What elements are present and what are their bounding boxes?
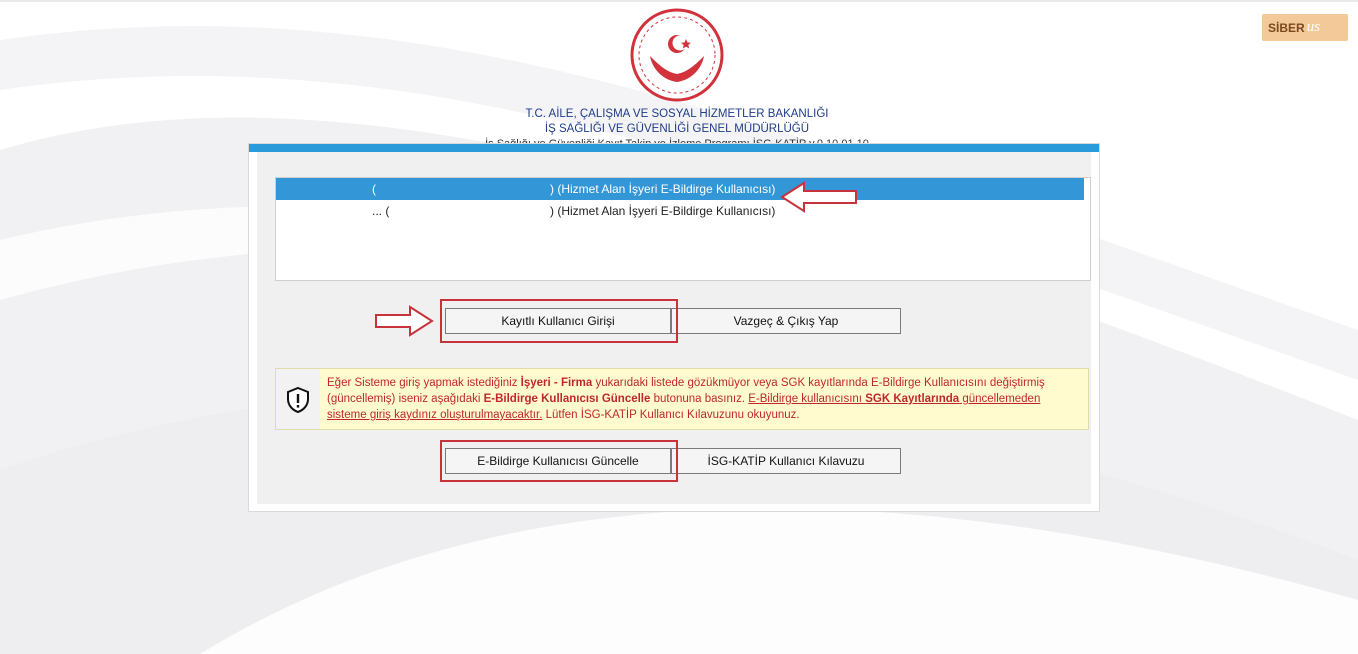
warning-box xyxy=(275,368,1089,430)
annotation-arrow-right-icon xyxy=(374,305,434,337)
warning-bold-firm: İşyeri - Firma xyxy=(520,377,593,389)
user-list-item-selected[interactable] xyxy=(276,178,1084,200)
ministry-emblem-icon xyxy=(628,6,726,104)
warning-icon-area xyxy=(276,369,320,429)
annotation-box-login xyxy=(440,299,678,343)
warning-text-part: Eğer Sisteme giriş yapmak istediğiniz xyxy=(327,377,521,389)
user-list-item[interactable] xyxy=(276,200,1084,222)
ministry-title: T.C. AİLE, ÇALIŞMA VE SOSYAL HİZMETLER BAKANLIĞI xyxy=(525,108,829,120)
user-list-item-lead: ( xyxy=(372,182,376,196)
siberus-logo xyxy=(1262,14,1348,41)
annotation-box-update xyxy=(440,440,678,482)
directorate-title: İŞ SAĞLIĞI VE GÜVENLİĞİ GENEL MÜDÜRLÜĞÜ xyxy=(544,123,810,135)
header xyxy=(430,107,924,142)
user-list-item-label: ) (Hizmet Alan İşyeri E-Bildirge Kullanıcısı) xyxy=(550,182,776,196)
warning-underline-part: E-Bildirge kullanıcısını xyxy=(748,393,866,405)
warning-text-part: yukarıdaki listede gözükmüyor veya SGK kayıtlarında E-Bildirge Kullanıcısını değiştirmiş (güncellemiş) iseniz aşağıdaki xyxy=(327,377,1045,405)
user-list-item-label: ) (Hizmet Alan İşyeri E-Bildirge Kullanıcısı) xyxy=(550,204,776,218)
siberus-logo-accent: us xyxy=(1306,19,1321,35)
warning-bold-update: E-Bildirge Kullanıcısı Güncelle xyxy=(483,393,651,405)
program-title xyxy=(430,137,924,142)
siberus-logo-main: SİBER xyxy=(1268,20,1305,35)
update-ebildirge-user-button[interactable]: E-Bildirge Kullanıcısı Güncelle xyxy=(445,448,671,474)
warning-text-part: Lütfen İSG-KATİP Kullanıcı Kılavuzunu okuyunuz. xyxy=(542,409,800,421)
user-list[interactable] xyxy=(275,177,1091,281)
warning-underline-bold: SGK Kayıtlarında xyxy=(865,393,960,405)
user-guide-button[interactable]: İSG-KATİP Kullanıcı Kılavuzu xyxy=(671,448,901,474)
annotation-arrow-left-icon xyxy=(780,181,860,213)
panel-accent-bar xyxy=(249,144,1099,152)
warning-text-part: butonuna basınız. xyxy=(650,393,749,405)
cancel-exit-button[interactable]: Vazgeç & Çıkış Yap xyxy=(671,308,901,334)
shield-warning-icon xyxy=(286,387,310,413)
registered-user-login-button[interactable]: Kayıtlı Kullanıcı Girişi xyxy=(445,308,671,334)
warning-text xyxy=(327,375,1079,423)
warning-underline-part: güncellemeden sisteme giriş kaydınız oluşturulmayacaktır. xyxy=(327,393,1041,421)
user-list-item-lead: ... ( xyxy=(372,204,390,218)
